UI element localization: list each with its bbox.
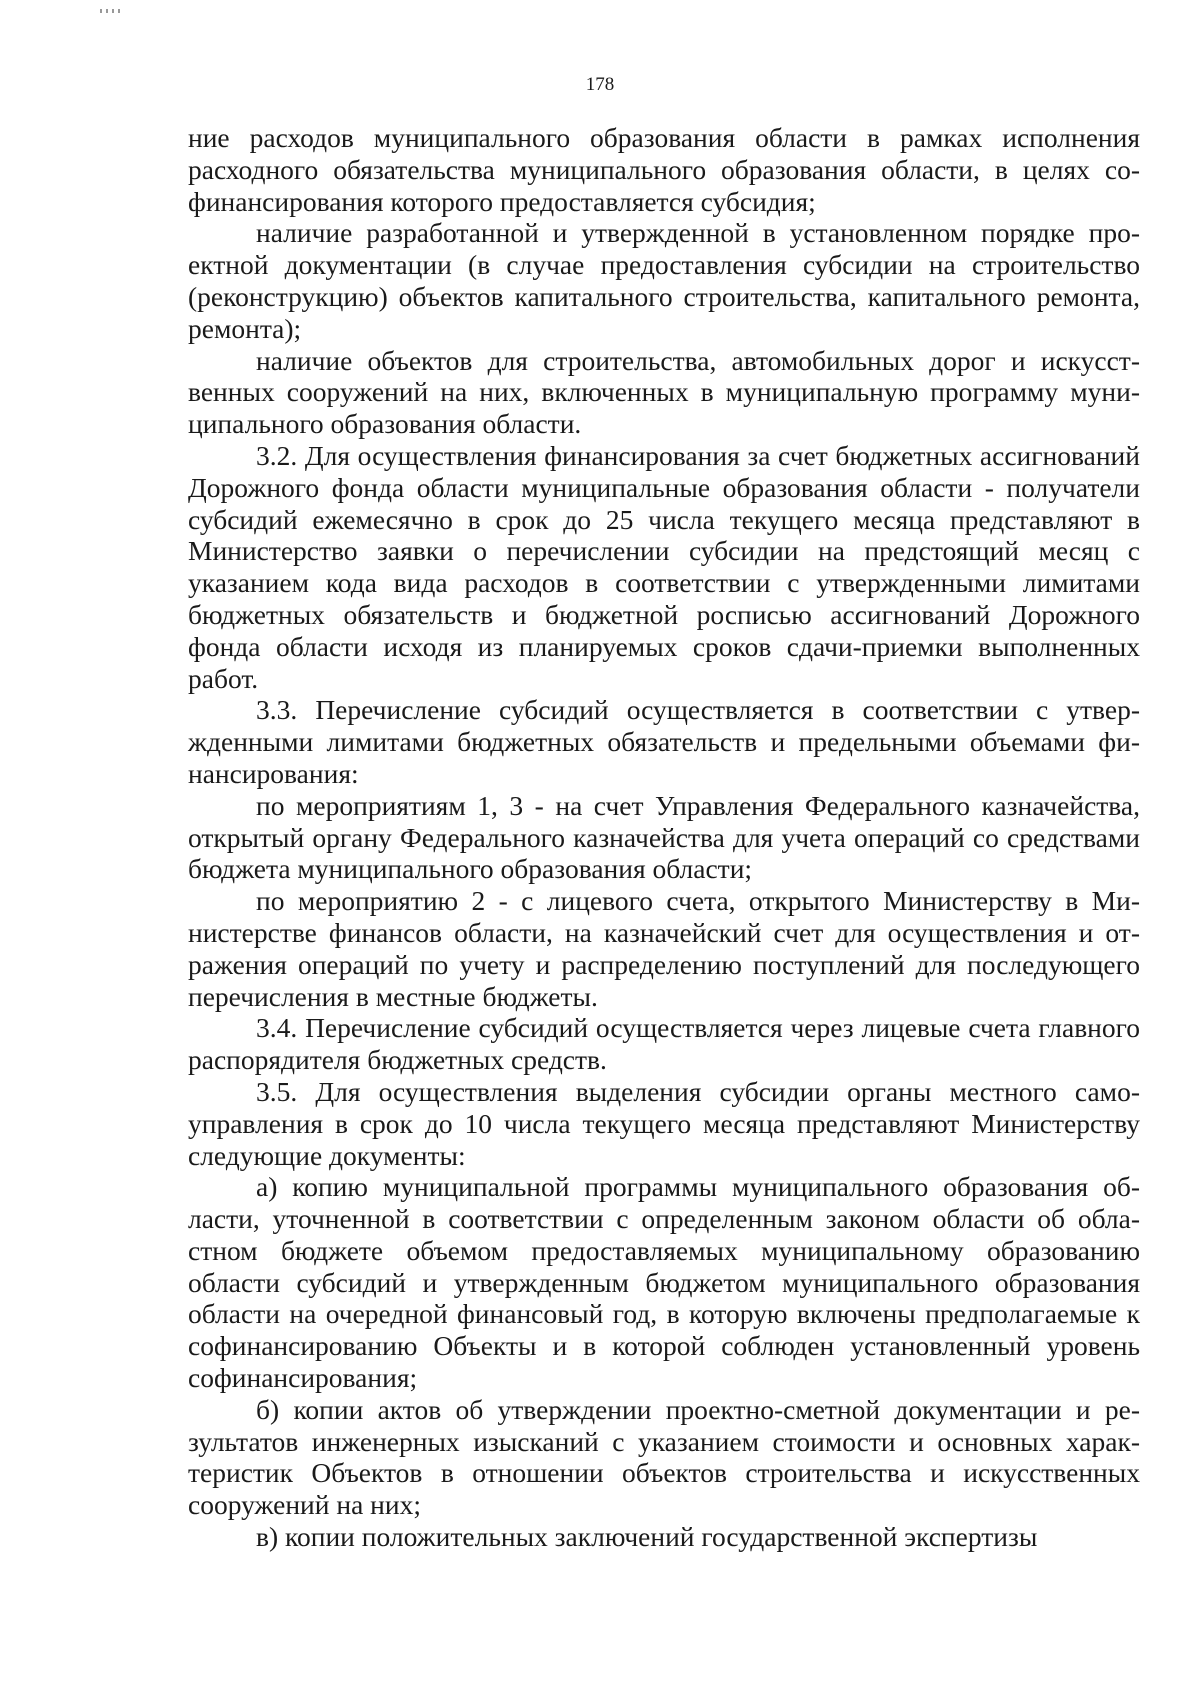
paragraph-section-3-3: 3.3. Перечисление субсидий осуществляется в соответствии с утвержденными лимитами бюджетных обязательств и предельными объемами финансирования: <box>188 694 1140 789</box>
paragraph-section-3-5: 3.5. Для осуществления выделения субсидии органы местного самоуправления в срок до 10 числа текущего месяца представляют Министерству следующие документы: <box>188 1075 1140 1171</box>
paragraph-section-3-2: 3.2. Для осуществления финансирования за счет бюджетных ассигнований Дорожного фонда области муниципальные образования области - получатели субсидий ежемесячно в срок до 25 числа текущего месяца представляют в Министерство заявки о перечислении субсидии на предстоящий месяц с указанием кода вида расходов в соответствии с утвержденными лимитами бюджетных обязательств и бюджетной росписью ассигнований Дорожного фонда области исходя из планируемых сроков сдачи-приемки выполненных работ. <box>188 439 1140 694</box>
document-body <box>188 122 1140 1553</box>
paragraph: ние расходов муниципального образования области в рамках исполнения расходного обязательства муниципального образования области, в целях софинансирования которого предоставляется субсидия; <box>188 122 1140 217</box>
paragraph: наличие разработанной и утвержденной в установленном порядке проектной документации (в случае предоставления субсидии на строительство (реконструкцию) объектов капитального строительства, капитального ремонта, ремонта); <box>188 217 1140 344</box>
paragraph: наличие объектов для строительства, автомобильных дорог и искусственных сооружений на них, включенных в муниципальную программу муниципального образования области. <box>188 344 1140 440</box>
scan-marks <box>100 0 140 4</box>
paragraph: по мероприятиям 1, 3 - на счет Управления Федерального казначейства, открытый органу Федерального казначейства для учета операций со средствами бюджета муниципального образования области; <box>188 789 1140 885</box>
page-number: 178 <box>585 74 615 95</box>
list-item-v: в) копии положительных заключений государственной экспертизы <box>256 1521 1038 1553</box>
list-item-a: а) копию муниципальной программы муниципального образования области, уточненной в соответствии с определенным законом области об областном бюджете объемом предоставляемых муниципальному образованию области субсидий и утвержденным бюджетом муниципального образования области на очередной финансовый год, в которую включены предполагаемые к софинансированию Объекты и в которой соблюден установленный уровень софинансирования; <box>188 1171 1140 1394</box>
paragraph-section-3-4: 3.4. Перечисление субсидий осуществляется через лицевые счета главного распорядителя бюджетных средств. <box>188 1012 1140 1076</box>
paragraph: по мероприятию 2 - с лицевого счета, открытого Министерству в Министерстве финансов области, на казначейский счет для осуществления и отражения операций по учету и распределению поступлений для последующего перечисления в местные бюджеты. <box>188 885 1140 1012</box>
list-item-b: б) копии актов об утверждении проектно-сметной документации и результатов инженерных изысканий с указанием стоимости и основных характеристик Объектов в отношении объектов строительства и искусственных сооружений на них; <box>188 1393 1140 1521</box>
